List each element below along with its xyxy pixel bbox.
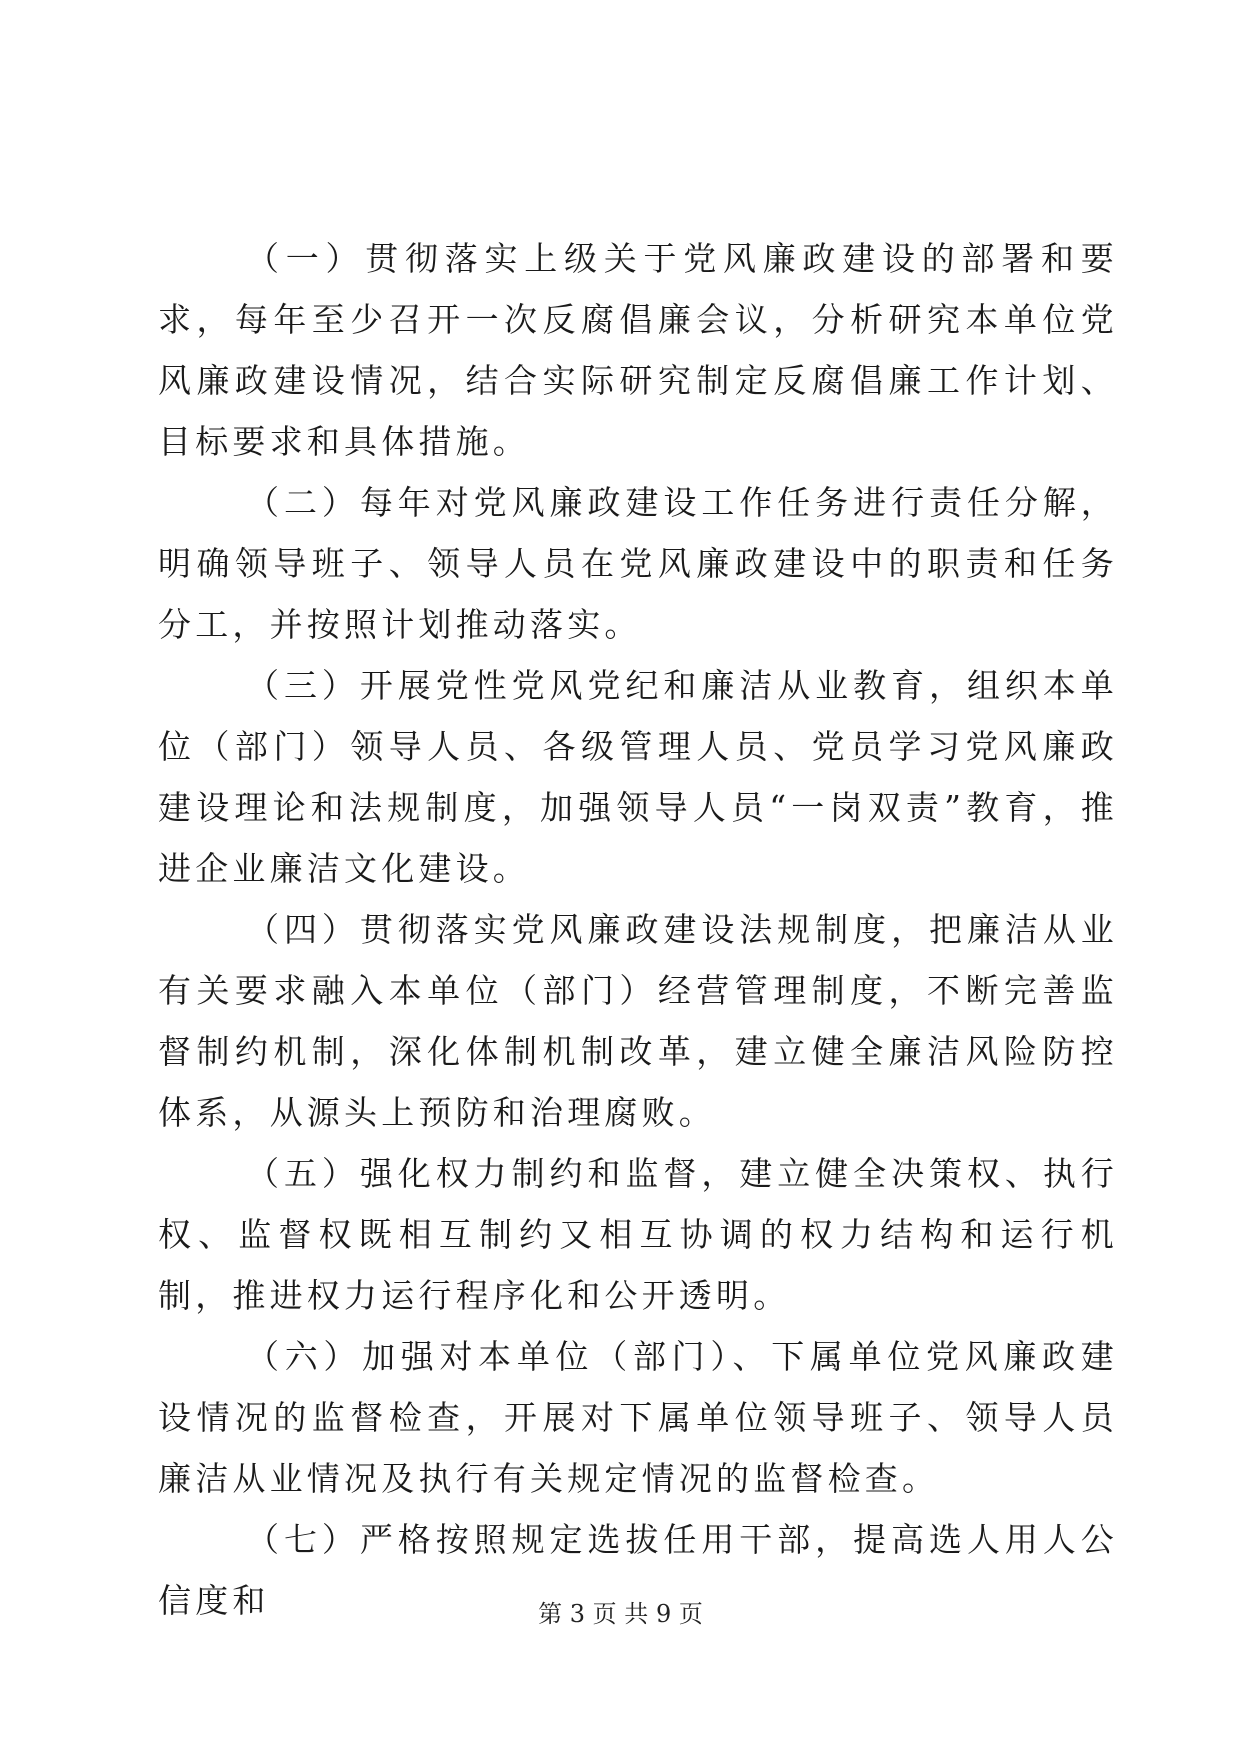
- page-number: 第 3 页 共 9 页: [538, 1600, 703, 1628]
- paragraph-3: （三）开展党性党风党纪和廉洁从业教育，组织本单位（部门）领导人员、各级管理人员、党员学习党风廉政建设理论和法规制度，加强领导人员“一岗双责”教育，推进企业廉洁文化建设。: [158, 666, 1118, 888]
- paragraph-2: （二）每年对党风廉政建设工作任务进行责任分解，明确领导班子、领导人员在党风廉政建设中的职责和任务分工，并按照计划推动落实。: [158, 483, 1118, 644]
- page-footer: [0, 1599, 1241, 1629]
- paragraph-7: （七）严格按照规定选拔任用干部，提高选人用人公信度和: [158, 1520, 1118, 1620]
- paragraph-6: （六）加强对本单位（部门）、下属单位党风廉政建设情况的监督检查，开展对下属单位领导班子、领导人员廉洁从业情况及执行有关规定情况的监督检查。: [158, 1337, 1118, 1498]
- document-body: [158, 228, 1118, 1631]
- paragraph-4: （四）贯彻落实党风廉政建设法规制度，把廉洁从业有关要求融入本单位（部门）经营管理制度，不断完善监督制约机制，深化体制机制改革，建立健全廉洁风险防控体系，从源头上预防和治理腐败。: [158, 910, 1118, 1132]
- paragraph-1: （一）贯彻落实上级关于党风廉政建设的部署和要求，每年至少召开一次反腐倡廉会议，分析研究本单位党风廉政建设情况，结合实际研究制定反腐倡廉工作计划、目标要求和具体措施。: [158, 239, 1118, 461]
- paragraph-5: （五）强化权力制约和监督，建立健全决策权、执行权、监督权既相互制约又相互协调的权力结构和运行机制，推进权力运行程序化和公开透明。: [158, 1154, 1118, 1315]
